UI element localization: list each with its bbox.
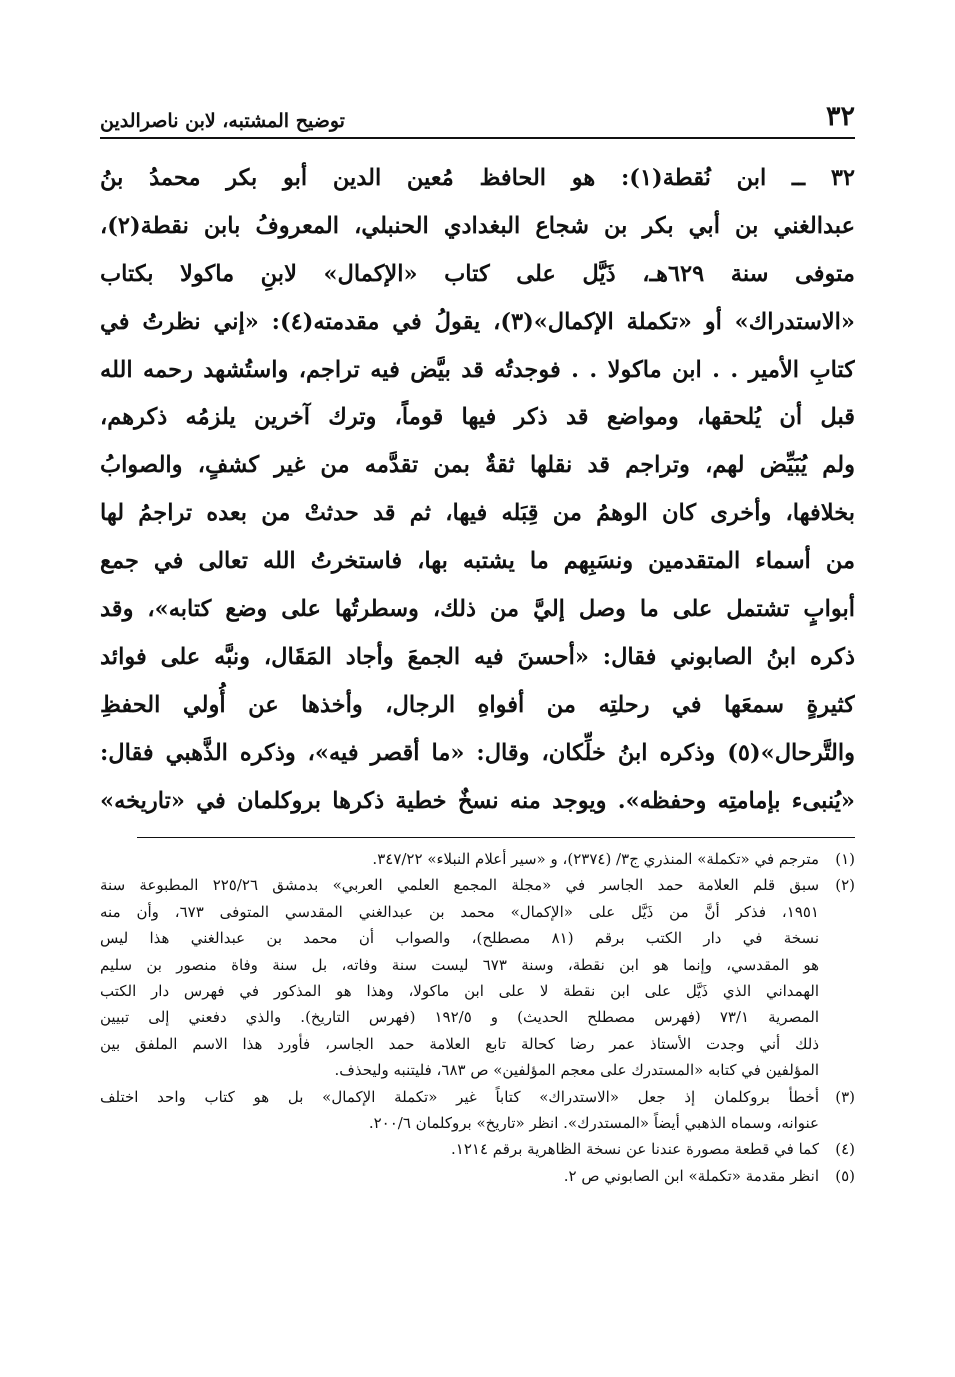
text-line: عبدالغني بن أبي بكر بن شجاع البغدادي الحنبلي، المعروفُ بابن نقطة(٢)، xyxy=(100,212,855,239)
text-line: بخلافها، وأخرى كان الوهمُ من قِبَله فيها، ثم قد حدثتْ من بعده تراجمُ لها xyxy=(100,500,855,527)
page-number: ٣٢ xyxy=(825,101,855,132)
text-line: من أسماء المتقدمين ونسَبِهم ما يشتبه بها، فاستخرتُ الله تعالى في جمع xyxy=(100,548,855,575)
text-line: كتابِ الأمير . . ابن ماكولا . . فوجدتُه قد بيَّض فيه تراجم، واستُشهد رحمه الله xyxy=(100,356,855,383)
running-title: توضيح المشتبه، لابن ناصرالدين xyxy=(100,110,345,132)
footnote-line: نسخة في دار الكتب برقم (٨١ مصطلح)، والصواب أن محمد بن عبدالغني هذا ليس xyxy=(100,929,819,948)
footnote-number: (٣) xyxy=(835,1087,855,1106)
footnote-line: ذلك أني وجدت الأستاذ عمر رضا كحالة تابع العلامة حمد الجاسر، فأورد هذا الاسم الملفق بين xyxy=(100,1034,819,1053)
footnote-line: الهمداني الذي ذَيَّل على ابن نقطة لا على ابن ماكولا، وهذا هو المذكور في فهرس دار الكتب xyxy=(100,981,819,1000)
footnote-line: ١٩٥١، فذكر أنَّ من ذَيَّل على «الإكمال» محمد بن عبدالغني المقدسي المتوفى ٦٧٣، وأن منه xyxy=(100,902,819,921)
footnote-line: سبق قلم العلامة حمد الجاسر في «مجلة المجمع العلمي العربي» بدمشق ٢٢٥/٢٦ المطبوعة سنة xyxy=(100,876,819,895)
footnote-number: (٤) xyxy=(835,1140,855,1159)
page-header xyxy=(100,88,855,132)
main-text xyxy=(100,155,855,825)
footnote-2 xyxy=(100,872,855,1083)
text-line: أبوابٍ تشتمل على ما وصل إليَّ من ذلك، وسطرتُها على وضع كتابه»، وقد xyxy=(100,596,855,623)
footnote-number: (٥) xyxy=(835,1166,855,1185)
footnote-4 xyxy=(100,1136,855,1162)
footnote-line: هو المقدسي، وإنما هو ابن نقطة، وسنة ٦٧٣ ليست سنة وفاته، بل سنة وفاة منصور بن سليم xyxy=(100,955,819,974)
header-rule xyxy=(100,137,855,139)
text-line: قبل أن يُلحقها، ومواضع قد ذكر فيها قوماً، وترك آخرين يلزمُه ذكرهم، xyxy=(100,404,855,431)
footnote-line: المؤلفين في كتابه «المستدرك على معجم المؤلفين» ص ٦٨٣، فليتنبه وليحذف. xyxy=(334,1061,819,1080)
footnote-line: انظر مقدمة «تكملة» ابن الصابوني ص ٢. xyxy=(563,1166,819,1185)
footnote-line: أخطأ بروكلمان إذ جعل «الاستدراك» كتاباً غير «تكملة الإكمال» بل هو كتاب واحد اختلف xyxy=(100,1087,819,1106)
footnote-number: (٢) xyxy=(835,876,855,895)
footnote-5 xyxy=(100,1163,855,1189)
footnotes xyxy=(100,846,855,1189)
footnote-3 xyxy=(100,1084,855,1137)
text-line: كثيرةٍ سمعَها في رحلتِه من أفواهِ الرجال، وأخذها عن أُولي الحفظِ xyxy=(100,691,855,718)
footnote-line: المصرية ٧٣/١ (فهرس مصطلح الحديث) و ١٩٢/٥ (فهرس التاريخ). والذي دفعني إلى تبيين xyxy=(100,1008,819,1027)
text-line: والتَّرحال»(٥) وذكره ابنُ خلِّكان، وقال: «ما أقصر فيه»، وذكره الذَّهبي فقال: xyxy=(100,739,855,766)
footnote-line: عنوانه، وسماه الذهبي أيضاً «المستدرك». انظر «تاريخ» بروكلمان ٢٠٠/٦. xyxy=(368,1113,819,1132)
footnote-number: (١) xyxy=(835,850,855,868)
footnote-line: كما في قطعة مصورة عندنا عن نسخة الظاهرية برقم ١٢١٤. xyxy=(451,1140,819,1159)
footnote-separator xyxy=(137,837,855,838)
footnote-1 xyxy=(100,846,855,872)
text-line: ولم يُبَيِّض لهم، وتراجم قد نقلها ثقةٌ بمن تقدَّمه من غير كشفٍ، والصوابُ xyxy=(100,452,855,479)
text-line: «الاستدراك» أو «تكملة الإكمال»(٣)، يقولُ في مقدمته(٤): «إني نظرتُ في xyxy=(100,308,855,335)
text-line: ٣٢ ــ ابن نُقطة(١): هو الحافظ مُعين الدين أبو بكر محمدُ بنُ xyxy=(100,165,855,191)
text-line: «يُنبىء بإمامتِه وحفظه». ويوجد منه نسخٌ خطية ذكرها بروكلمان في «تاريخه» xyxy=(100,787,855,814)
text-line: ذكره ابنُ الصابوني فقال: «أحسنَ فيه الجمعَ وأجاد المَقَال، ونبَّه على فوائد xyxy=(100,643,855,670)
text-line: متوفى سنة ٦٢٩هـ، ذَيَّل على كتاب «الإكمال» لابنِ ماكولا بكتاب xyxy=(100,260,855,287)
footnote-line: مترجم في «تكملة» المنذري ج٣/ (٢٣٧٤)، و «سير أعلام النبلاء» ٣٤٧/٢٢. xyxy=(372,850,819,868)
